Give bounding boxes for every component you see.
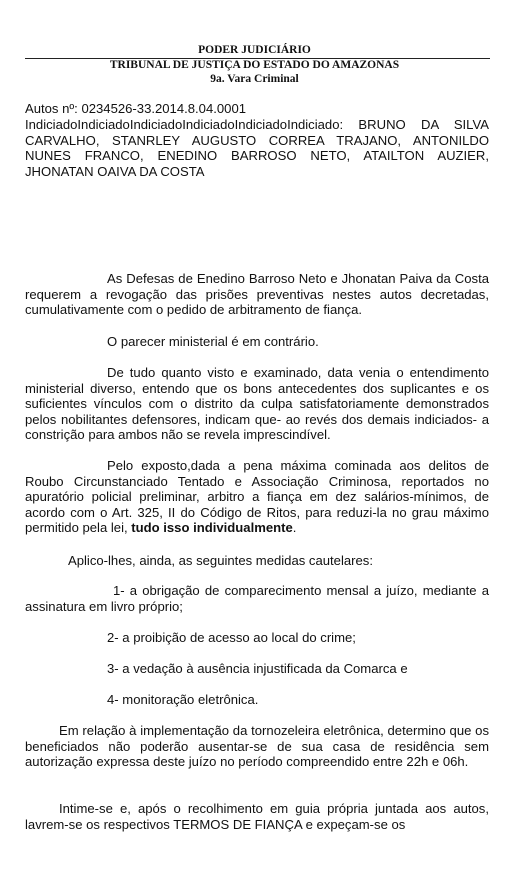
- bail-ruling-text: Pelo exposto,dada a pena máxima cominada aos delitos de Roubo Circunstanciado Tentado e Associação Criminosa, reportados no apuratório policial preliminar, arbitro a fiança em dez salários-mínimos, de acordo com o Art. 325, II do Código de Ritos, para reduzi-la no grau máximo permitido pela lei,: [25, 458, 489, 536]
- measure-item-2: 2- a proibição de acesso ao local do crime;: [107, 630, 356, 645]
- paragraph-decision-reasoning: [25, 365, 489, 443]
- final-orders-text: Intime-se e, após o recolhimento em guia própria juntada aos autos, lavrem-se os respectivos TERMOS DE FIANÇA e expeçam-se os: [25, 801, 489, 832]
- defendants-list: IndiciadoIndiciadoIndiciadoIndiciadoIndiciadoIndiciado: BRUNO DA SILVA CARVALHO, STANRLEY AUGUSTO CORREA TRAJANO, ANTONILDO NUNES FRANCO, ENEDINO BARROSO NETO, ATAILTON AUZIER, JHONATAN OAIVA DA COSTA: [25, 117, 489, 179]
- paragraph-defense-request: As Defesas de Enedino Barroso Neto e Jhonatan Paiva da Costa requerem a revogação das prisões preventivas nestes autos decretadas, cumulativamente com o pedido de arbitramento de fiança.: [25, 271, 489, 318]
- paragraph-ankle-monitor: Em relação à implementação da tornozeleira eletrônica, determino que os beneficiados não poderão ausentar-se de sua casa de residência sem autorização expressa deste juízo no período compreendido entre 22h e 06h.: [25, 723, 489, 770]
- measure-item-4: 4- monitoração eletrônica.: [107, 692, 259, 707]
- case-number: Autos nº: 0234526-33.2014.8.04.0001: [25, 101, 247, 116]
- measure-item-1: 1- a obrigação de comparecimento mensal a juízo, mediante a assinatura em livro próprio;: [25, 583, 489, 614]
- measure-item-3: 3- a vedação à ausência injustificada da Comarca e: [107, 661, 408, 676]
- paragraph-bail-ruling: [25, 458, 489, 536]
- court-header-tribunal: TRIBUNAL DE JUSTIÇA DO ESTADO DO AMAZONAS: [109, 59, 400, 71]
- bail-ruling-end: .: [292, 520, 297, 536]
- paragraph-final-orders: [25, 801, 489, 832]
- court-header-title: PODER JUDICIÁRIO: [198, 44, 311, 56]
- paragraph-decision-text: De tudo quanto visto e examinado, data venia o entendimento ministerial diverso, entendo que os bons antecedentes dos suplicantes e os suficientes vínculos com o distrito da culpa satisfatoriamente demonstrados pelos nobilitantes defensores, indicam que- ao revés dos demais indiciados- a constrição para ambos não se revela imprescindível.: [25, 365, 489, 443]
- bail-ruling-emphasis: tudo isso individualmente: [131, 520, 293, 536]
- paragraph-ministerial-opinion: O parecer ministerial é em contrário.: [107, 334, 319, 349]
- court-header-vara: 9a. Vara Criminal: [210, 73, 299, 85]
- paragraph-precautionary-measures: Aplico-lhes, ainda, as seguintes medidas cautelares:: [68, 553, 373, 568]
